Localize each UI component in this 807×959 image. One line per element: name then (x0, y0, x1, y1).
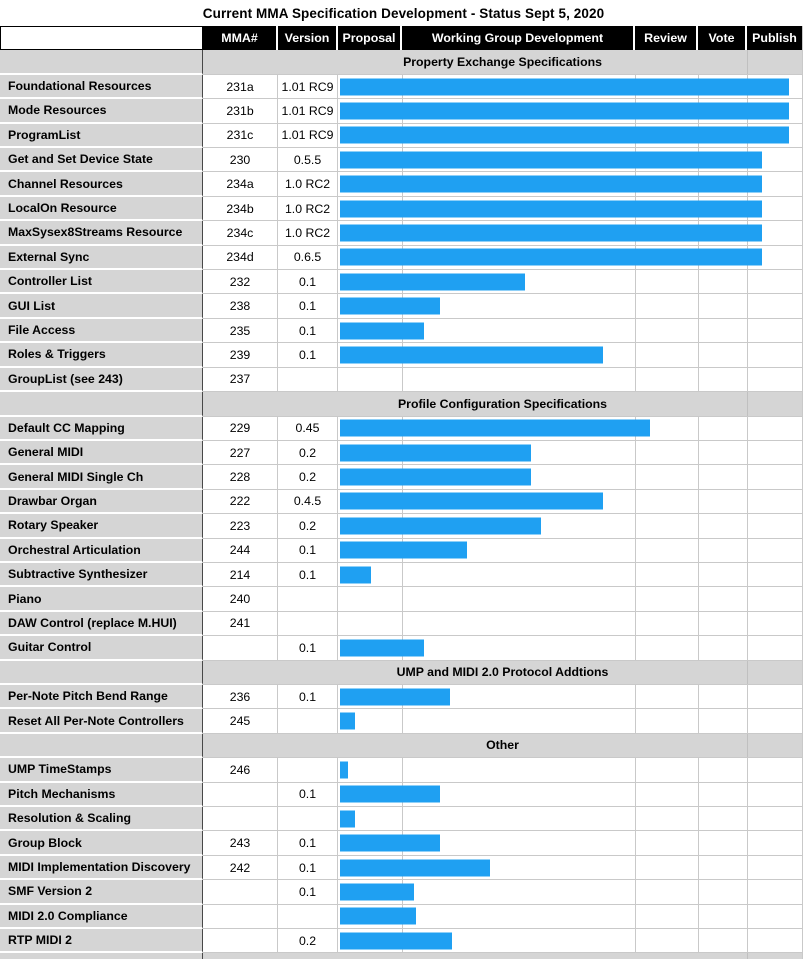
progress-bar (340, 78, 789, 95)
row-label: Per-Note Pitch Bend Range (0, 685, 203, 709)
bar-track (338, 709, 803, 733)
bar-track (338, 270, 803, 294)
version-cell: 0.1 (278, 783, 338, 807)
mma-cell: 237 (203, 368, 278, 392)
row-label: General MIDI (0, 441, 203, 465)
mma-cell (203, 783, 278, 807)
progress-bar (340, 127, 789, 144)
bar-track (338, 197, 803, 221)
mma-cell: 214 (203, 563, 278, 587)
bar-track (338, 417, 803, 441)
mma-cell: 243 (203, 831, 278, 855)
mma-cell: 229 (203, 417, 278, 441)
bar-track (338, 563, 803, 587)
mma-cell: 223 (203, 514, 278, 538)
bar-track (338, 905, 803, 929)
progress-bar (340, 249, 762, 266)
table-row (0, 319, 803, 343)
row-label: Foundational Resources (0, 75, 203, 99)
bar-track (338, 221, 803, 245)
table-row (0, 343, 803, 367)
progress-bar (340, 298, 440, 315)
row-label: MIDI Implementation Discovery (0, 856, 203, 880)
column-header-version: Version (278, 26, 338, 50)
version-cell: 1.01 RC9 (278, 124, 338, 148)
table-row (0, 197, 803, 221)
row-label: Group Block (0, 831, 203, 855)
section-left-cell (0, 50, 203, 74)
row-label: Roles & Triggers (0, 343, 203, 367)
bar-track (338, 246, 803, 270)
bar-track (338, 490, 803, 514)
section-left-cell (0, 661, 203, 685)
version-cell: 0.2 (278, 465, 338, 489)
table-row (0, 636, 803, 660)
table-row (0, 929, 803, 953)
progress-bar (340, 273, 525, 290)
version-cell: 0.2 (278, 441, 338, 465)
version-cell (278, 368, 338, 392)
row-label: Guitar Control (0, 636, 203, 660)
bar-track (338, 807, 803, 831)
bar-track (338, 441, 803, 465)
section-title: Other (203, 734, 803, 758)
bar-track (338, 99, 803, 123)
section-left-cell (0, 392, 203, 416)
bar-track (338, 758, 803, 782)
table-row (0, 465, 803, 489)
row-label: LocalOn Resource (0, 197, 203, 221)
progress-bar (340, 469, 531, 486)
status-table (0, 26, 803, 959)
row-label: External Sync (0, 246, 203, 270)
progress-bar (340, 224, 762, 241)
column-header-vote: Vote (698, 26, 747, 50)
table-row (0, 563, 803, 587)
version-cell: 0.1 (278, 343, 338, 367)
mma-cell: 234b (203, 197, 278, 221)
progress-bar (340, 688, 450, 705)
progress-bar (340, 444, 531, 461)
table-row (0, 685, 803, 709)
bar-track (338, 465, 803, 489)
progress-bar (340, 761, 348, 778)
mma-cell: 238 (203, 294, 278, 318)
row-label: GroupList (see 243) (0, 368, 203, 392)
version-cell: 0.1 (278, 270, 338, 294)
column-header-publish: Publish (747, 26, 803, 50)
table-row (0, 148, 803, 172)
progress-bar (340, 566, 371, 583)
partial-bottom-row (0, 953, 803, 959)
section-header-row (0, 661, 803, 685)
mma-cell: 228 (203, 465, 278, 489)
progress-bar (340, 420, 650, 437)
version-cell: 0.4.5 (278, 490, 338, 514)
mma-cell: 231b (203, 99, 278, 123)
section-title: UMP and MIDI 2.0 Protocol Addtions (203, 661, 803, 685)
version-cell: 1.01 RC9 (278, 75, 338, 99)
progress-bar (340, 102, 789, 119)
mma-cell (203, 929, 278, 953)
mma-cell: 222 (203, 490, 278, 514)
progress-bar (340, 786, 440, 803)
row-label: Drawbar Organ (0, 490, 203, 514)
row-label: MIDI 2.0 Compliance (0, 905, 203, 929)
mma-cell: 234c (203, 221, 278, 245)
version-cell: 1.0 RC2 (278, 172, 338, 196)
column-header-mma: MMA# (203, 26, 278, 50)
table-row (0, 490, 803, 514)
version-cell (278, 587, 338, 611)
table-row (0, 758, 803, 782)
page-title: Current MMA Specification Development - Status Sept 5, 2020 (202, 5, 605, 21)
mma-cell (203, 636, 278, 660)
row-label: Subtractive Synthesizer (0, 563, 203, 587)
mma-cell: 227 (203, 441, 278, 465)
section-title: Profile Configuration Specifications (203, 392, 803, 416)
row-label: Resolution & Scaling (0, 807, 203, 831)
bar-track (338, 612, 803, 636)
bar-track (338, 368, 803, 392)
table-row (0, 124, 803, 148)
progress-bar (340, 176, 762, 193)
table-row (0, 880, 803, 904)
partial-gray-band (203, 953, 803, 959)
table-row (0, 539, 803, 563)
progress-bar (340, 932, 452, 949)
progress-bar (340, 713, 355, 730)
progress-bar (340, 908, 416, 925)
row-label: Controller List (0, 270, 203, 294)
row-label: Orchestral Articulation (0, 539, 203, 563)
row-label: Rotary Speaker (0, 514, 203, 538)
row-label: UMP TimeStamps (0, 758, 203, 782)
bar-track (338, 929, 803, 953)
version-cell (278, 709, 338, 733)
table-row (0, 270, 803, 294)
table-row (0, 246, 803, 270)
mma-cell: 236 (203, 685, 278, 709)
version-cell: 1.0 RC2 (278, 197, 338, 221)
table-row (0, 783, 803, 807)
bar-track (338, 514, 803, 538)
version-cell (278, 612, 338, 636)
section-left-cell (0, 953, 203, 959)
bar-track (338, 880, 803, 904)
mma-cell: 231a (203, 75, 278, 99)
section-header-row (0, 734, 803, 758)
version-cell: 0.1 (278, 880, 338, 904)
mma-cell: 245 (203, 709, 278, 733)
section-header-row (0, 392, 803, 416)
column-header-working-group: Working Group Development (402, 26, 635, 50)
bar-track (338, 587, 803, 611)
table-row (0, 514, 803, 538)
mma-cell: 240 (203, 587, 278, 611)
bar-track (338, 685, 803, 709)
section-title: Property Exchange Specifications (203, 50, 803, 74)
row-label: GUI List (0, 294, 203, 318)
bar-track (338, 539, 803, 563)
table-row (0, 807, 803, 831)
row-label: Default CC Mapping (0, 417, 203, 441)
version-cell: 0.45 (278, 417, 338, 441)
mma-cell (203, 880, 278, 904)
bar-track (338, 856, 803, 880)
column-header-review: Review (635, 26, 698, 50)
mma-cell: 239 (203, 343, 278, 367)
version-cell: 0.1 (278, 294, 338, 318)
progress-bar (340, 883, 414, 900)
progress-bar (340, 542, 467, 559)
progress-bar (340, 151, 762, 168)
bar-track (338, 75, 803, 99)
progress-bar (340, 639, 424, 656)
mma-cell: 242 (203, 856, 278, 880)
version-cell: 0.1 (278, 831, 338, 855)
row-label: Get and Set Device State (0, 148, 203, 172)
table-row (0, 441, 803, 465)
version-cell: 0.2 (278, 929, 338, 953)
mma-cell: 235 (203, 319, 278, 343)
version-cell: 0.1 (278, 539, 338, 563)
mma-cell: 244 (203, 539, 278, 563)
mma-cell: 232 (203, 270, 278, 294)
section-left-cell (0, 734, 203, 758)
table-row (0, 709, 803, 733)
column-header-proposal: Proposal (338, 26, 402, 50)
table-row (0, 612, 803, 636)
version-cell: 0.1 (278, 856, 338, 880)
bar-track (338, 783, 803, 807)
table-row (0, 417, 803, 441)
table-row (0, 99, 803, 123)
column-header-row (0, 26, 803, 50)
version-cell (278, 758, 338, 782)
progress-bar (340, 200, 762, 217)
table-row (0, 831, 803, 855)
table-row (0, 172, 803, 196)
row-label: General MIDI Single Ch (0, 465, 203, 489)
version-cell: 1.0 RC2 (278, 221, 338, 245)
row-label: Mode Resources (0, 99, 203, 123)
version-cell: 0.6.5 (278, 246, 338, 270)
table-row (0, 587, 803, 611)
version-cell (278, 807, 338, 831)
bar-track (338, 343, 803, 367)
table-row (0, 856, 803, 880)
row-label: File Access (0, 319, 203, 343)
bar-track (338, 148, 803, 172)
progress-bar (340, 810, 355, 827)
row-label: Piano (0, 587, 203, 611)
mma-cell: 234d (203, 246, 278, 270)
mma-cell: 234a (203, 172, 278, 196)
version-cell (278, 905, 338, 929)
row-label: RTP MIDI 2 (0, 929, 203, 953)
table-row (0, 905, 803, 929)
bar-track (338, 294, 803, 318)
row-label: DAW Control (replace M.HUI) (0, 612, 203, 636)
section-header-row (0, 50, 803, 74)
version-cell: 0.1 (278, 563, 338, 587)
mma-cell (203, 905, 278, 929)
bar-track (338, 172, 803, 196)
mma-cell: 246 (203, 758, 278, 782)
progress-bar (340, 517, 541, 534)
table-row (0, 75, 803, 99)
progress-bar (340, 859, 490, 876)
row-label: Pitch Mechanisms (0, 783, 203, 807)
table-row (0, 294, 803, 318)
bar-track (338, 636, 803, 660)
bar-track (338, 831, 803, 855)
mma-cell: 231c (203, 124, 278, 148)
bar-track (338, 124, 803, 148)
progress-bar (340, 322, 424, 339)
row-label: MaxSysex8Streams Resource (0, 221, 203, 245)
mma-cell (203, 807, 278, 831)
progress-bar (340, 493, 603, 510)
mma-cell: 241 (203, 612, 278, 636)
progress-bar (340, 835, 440, 852)
bar-track (338, 319, 803, 343)
version-cell: 0.1 (278, 636, 338, 660)
progress-bar (340, 346, 603, 363)
version-cell: 0.1 (278, 319, 338, 343)
row-label: SMF Version 2 (0, 880, 203, 904)
row-label: Channel Resources (0, 172, 203, 196)
version-cell: 0.2 (278, 514, 338, 538)
version-cell: 0.1 (278, 685, 338, 709)
version-cell: 1.01 RC9 (278, 99, 338, 123)
version-cell: 0.5.5 (278, 148, 338, 172)
table-row (0, 368, 803, 392)
table-row (0, 221, 803, 245)
row-label: Reset All Per-Note Controllers (0, 709, 203, 733)
corner-cell (0, 26, 203, 50)
row-label: ProgramList (0, 124, 203, 148)
mma-cell: 230 (203, 148, 278, 172)
